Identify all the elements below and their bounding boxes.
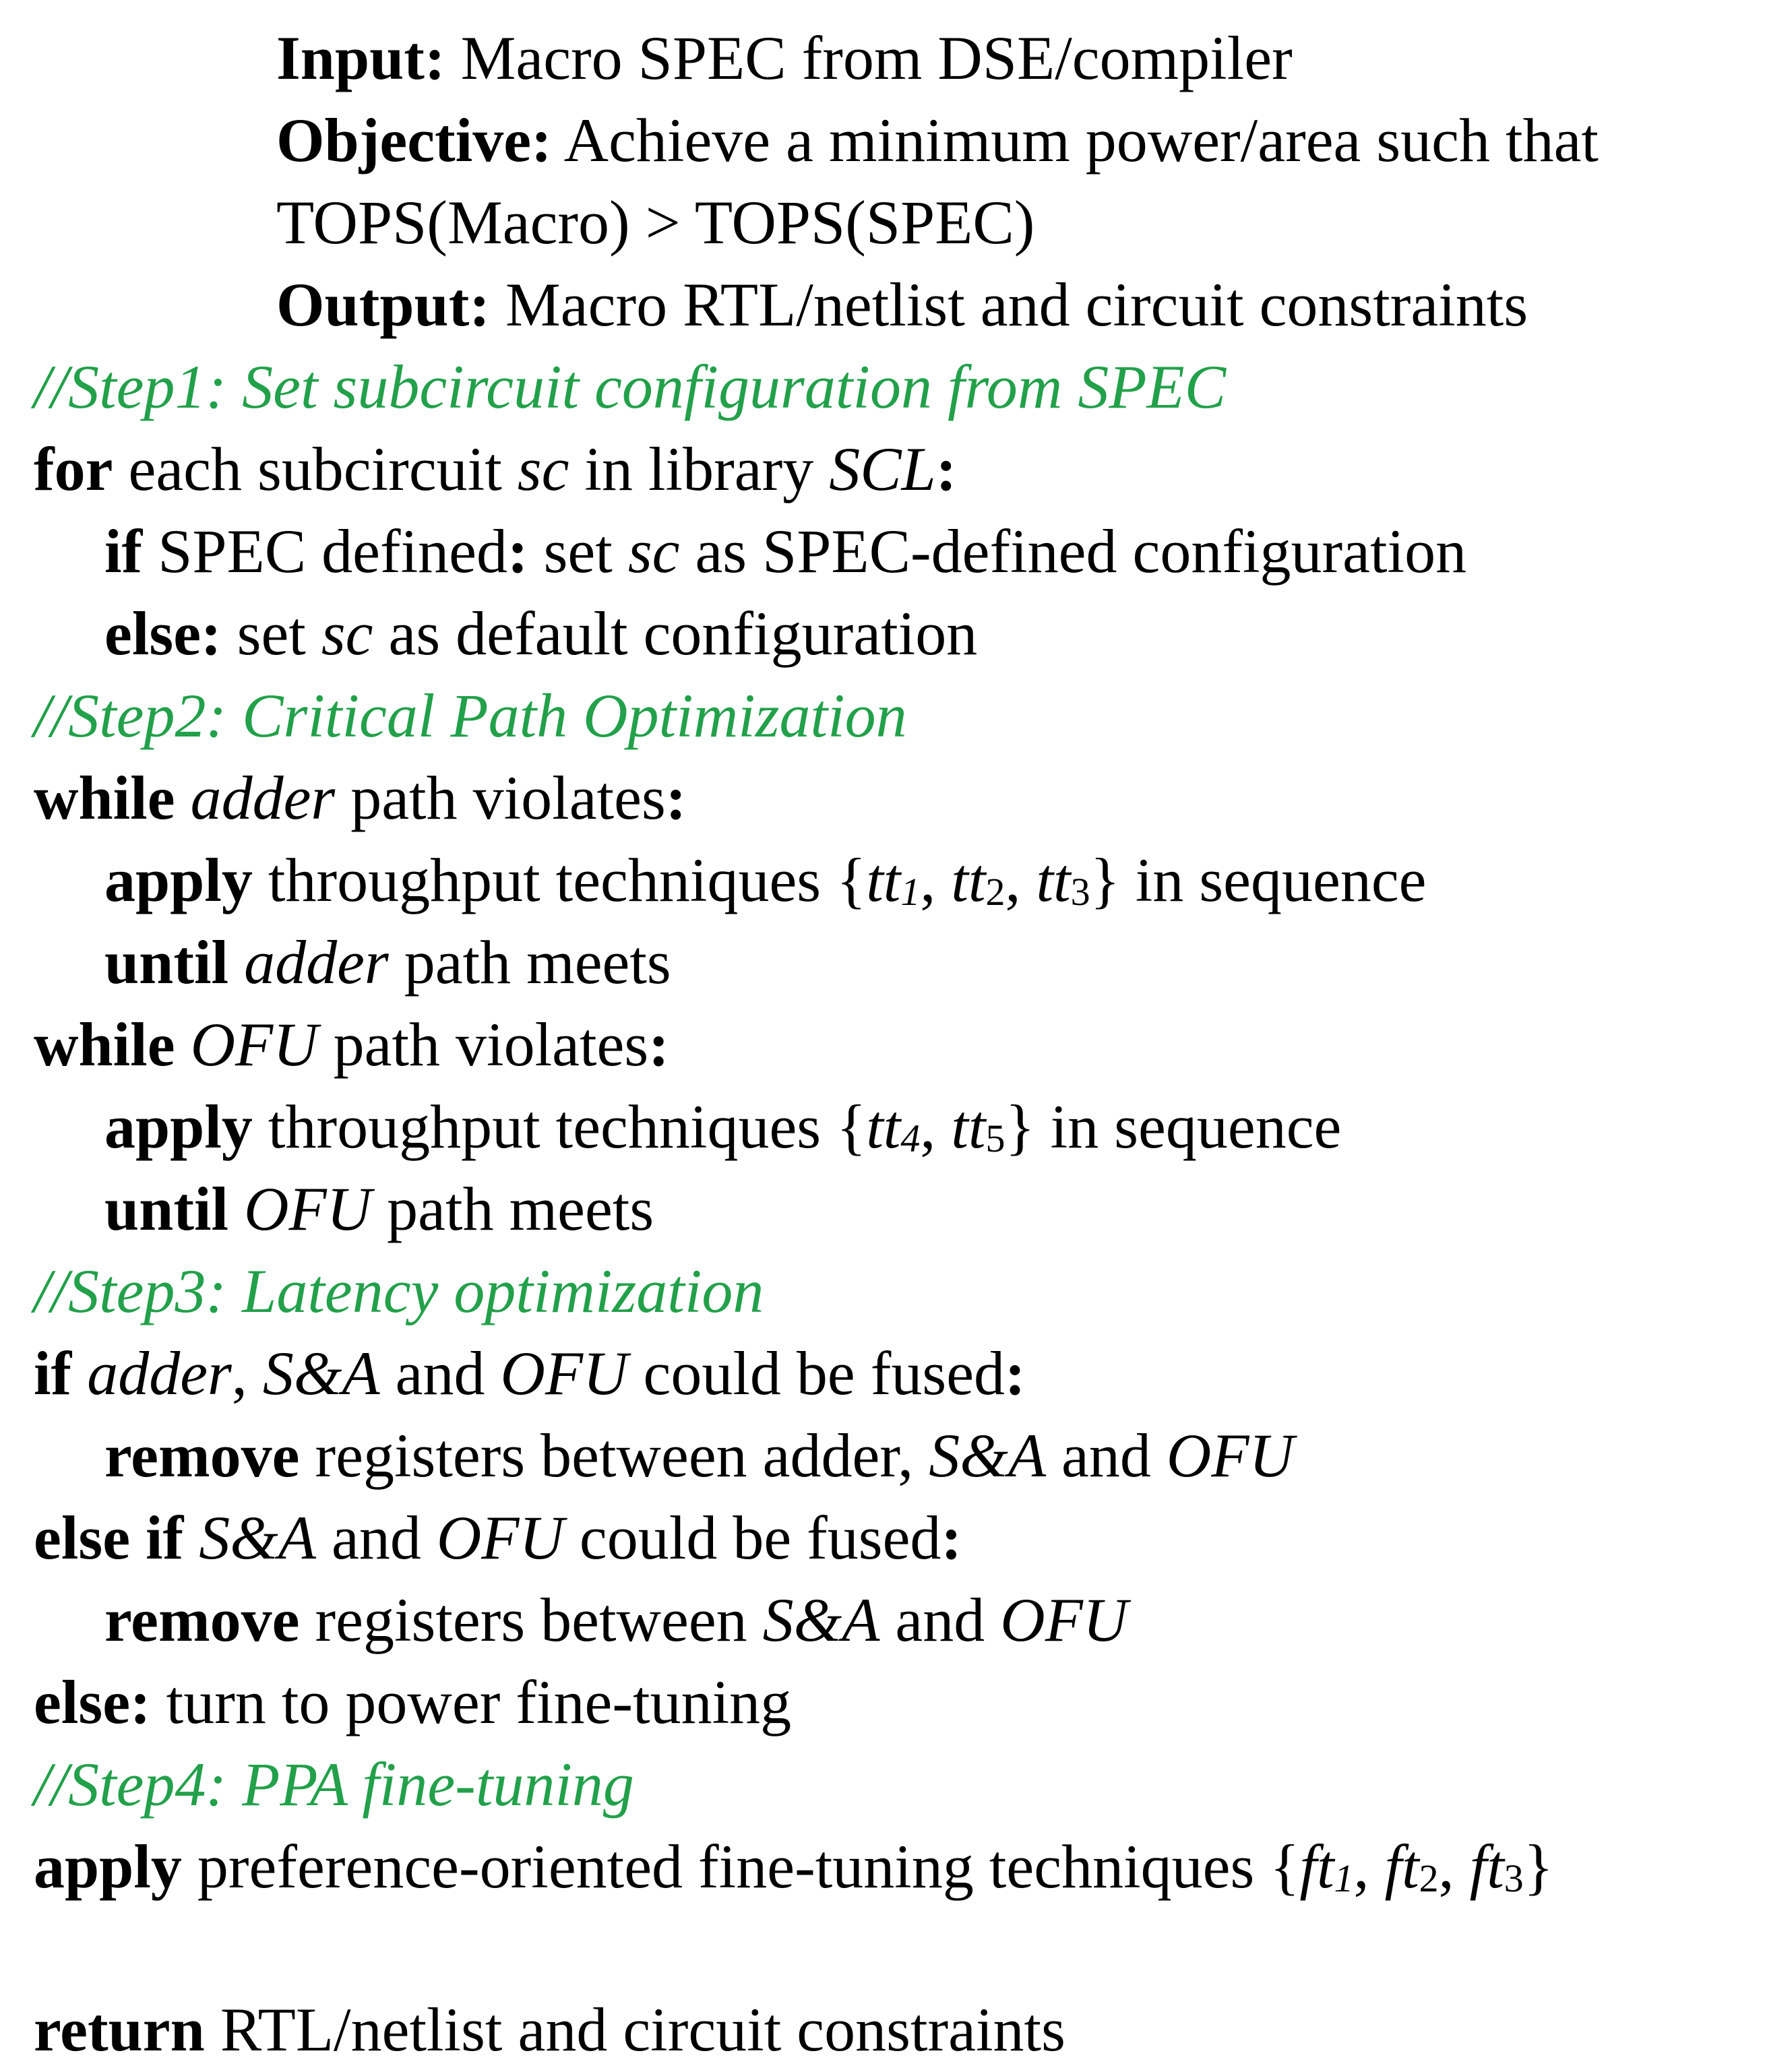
step3-comment: //Step3: Latency optimization [34, 1257, 764, 1325]
step3-if-line [34, 1339, 1026, 1408]
else-if-text-2: could be fused [563, 1503, 941, 1572]
input-line [276, 24, 1293, 92]
step1-if-line [104, 517, 1467, 586]
else-text-1: set [221, 599, 321, 668]
var-ofu: OFU [244, 1174, 372, 1243]
ft1-base: ft [1299, 1832, 1334, 1901]
var-scl: SCL [829, 435, 936, 503]
output-line [276, 270, 1528, 339]
if-text-3: as SPEC-defined configuration [679, 517, 1467, 586]
step2-while-ofu-line [34, 1010, 669, 1079]
step3-remove-2-line [104, 1586, 1128, 1654]
if-text-1: , [231, 1339, 263, 1408]
else-if-colon: : [941, 1503, 962, 1572]
remove-keyword: remove [104, 1421, 300, 1490]
var-sc: sc [517, 435, 569, 503]
until-keyword: until [104, 928, 229, 997]
if-keyword: if [104, 517, 143, 586]
separator: , [920, 846, 952, 914]
step4-apply-line [34, 1832, 1553, 1901]
else-keyword: else: [34, 1668, 151, 1736]
else-keyword: else: [104, 599, 222, 668]
return-text: RTL/netlist and circuit constraints [204, 1995, 1065, 2064]
apply-text-2: } in sequence [1005, 1092, 1342, 1161]
tt5-subscript: 5 [985, 1117, 1005, 1160]
if-text-3: could be fused [627, 1339, 1005, 1408]
separator: , [920, 1092, 952, 1161]
objective-cont-text: TOPS(Macro) > TOPS(SPEC) [276, 188, 1035, 257]
ft2-base: ft [1384, 1832, 1419, 1901]
tt4-base: tt [866, 1092, 901, 1161]
tt1-base: tt [866, 846, 901, 914]
step2-comment: //Step2: Critical Path Optimization [34, 681, 907, 750]
for-colon: : [935, 435, 957, 503]
objective-keyword: Objective: [276, 106, 552, 175]
var-sc: sc [321, 599, 373, 668]
while-text: path violates [317, 1010, 649, 1079]
step1-comment: //Step1: Set subcircuit configuration from SPEC [34, 352, 1227, 421]
var-adder: adder [244, 928, 389, 997]
step1-else-line [104, 599, 978, 668]
var-s-and-a: S&A [262, 1339, 380, 1408]
else-text: turn to power fine-tuning [150, 1668, 792, 1736]
var-adder: adder [87, 1339, 232, 1408]
apply-text-2: } [1523, 1832, 1553, 1901]
input-keyword: Input: [276, 24, 445, 92]
var-s-and-a: S&A [929, 1421, 1047, 1490]
if-text-2: and [379, 1339, 501, 1408]
return-keyword: return [34, 1995, 205, 2064]
tt2-base: tt [951, 846, 986, 914]
remove-text-1: registers between adder, [299, 1421, 929, 1490]
input-text: Macro SPEC from DSE/compiler [445, 24, 1293, 92]
apply-text-1: preference-oriented fine-tuning techniques { [181, 1832, 1300, 1901]
if-text-1: SPEC defined [142, 517, 507, 586]
until-text: path meets [388, 928, 671, 997]
ft3-subscript: 3 [1504, 1856, 1524, 1900]
objective-continuation [276, 188, 1035, 257]
var-s-and-a: S&A [762, 1586, 880, 1654]
step2-while-adder-line [34, 763, 687, 832]
remove-text-2: and [1046, 1421, 1167, 1490]
until-text: path meets [371, 1174, 654, 1243]
tt4-subscript: 4 [900, 1117, 921, 1160]
tt1-subscript: 1 [900, 870, 921, 914]
else-text-2: as default configuration [373, 599, 978, 668]
objective-text: Achieve a minimum power/area such that [551, 106, 1599, 175]
step1-for-line [34, 435, 957, 503]
return-line [34, 1995, 1065, 2064]
apply-keyword: apply [104, 1092, 253, 1161]
apply-keyword: apply [34, 1832, 182, 1901]
apply-text-1: throughput techniques { [252, 846, 867, 914]
tt3-base: tt [1036, 846, 1071, 914]
until-keyword: until [104, 1174, 229, 1243]
if-colon: : [1005, 1339, 1026, 1408]
ft2-subscript: 2 [1419, 1856, 1439, 1900]
step3-remove-1-line [104, 1421, 1294, 1490]
if-keyword: if [34, 1339, 72, 1408]
step4-comment: //Step4: PPA fine-tuning [34, 1750, 634, 1819]
step2-until-ofu-line [104, 1174, 654, 1243]
output-keyword: Output: [276, 270, 490, 339]
while-keyword: while [34, 763, 175, 832]
var-adder: adder [190, 763, 336, 832]
separator: , [1005, 846, 1036, 914]
for-keyword: for [34, 435, 113, 503]
apply-text-1: throughput techniques { [252, 1092, 867, 1161]
var-sc: sc [627, 517, 680, 586]
step2-until-adder-line [104, 928, 671, 997]
separator: , [1353, 1832, 1385, 1901]
if-text-2: set [528, 517, 628, 586]
step2-apply-1-line [104, 846, 1427, 914]
separator: , [1438, 1832, 1470, 1901]
ft3-base: ft [1469, 1832, 1504, 1901]
tt2-subscript: 2 [985, 870, 1005, 914]
ft1-subscript: 1 [1334, 1856, 1354, 1900]
objective-line [276, 106, 1599, 175]
tt5-base: tt [951, 1092, 986, 1161]
else-if-text-1: and [316, 1503, 437, 1572]
step3-else-line [34, 1668, 792, 1736]
else-if-keyword: else if [34, 1503, 184, 1572]
while-colon: : [665, 763, 687, 832]
var-ofu: OFU [1000, 1586, 1128, 1654]
tt3-subscript: 3 [1070, 870, 1090, 914]
remove-keyword: remove [104, 1586, 300, 1654]
while-colon: : [648, 1010, 669, 1079]
var-ofu: OFU [190, 1010, 318, 1079]
for-text-2: in library [569, 435, 830, 503]
var-ofu: OFU [436, 1503, 564, 1572]
if-colon: : [507, 517, 528, 586]
for-text-1: each subcircuit [113, 435, 518, 503]
apply-text-2: } in sequence [1090, 846, 1427, 914]
remove-text-1: registers between [299, 1586, 763, 1654]
var-ofu: OFU [500, 1339, 628, 1408]
var-s-and-a: S&A [199, 1503, 316, 1572]
remove-text-2: and [879, 1586, 1001, 1654]
step2-apply-2-line [104, 1092, 1342, 1161]
output-text: Macro RTL/netlist and circuit constraints [489, 270, 1528, 339]
step3-else-if-line [34, 1503, 962, 1572]
while-keyword: while [34, 1010, 175, 1079]
while-text: path violates [335, 763, 666, 832]
var-ofu: OFU [1166, 1421, 1294, 1490]
apply-keyword: apply [104, 846, 253, 914]
